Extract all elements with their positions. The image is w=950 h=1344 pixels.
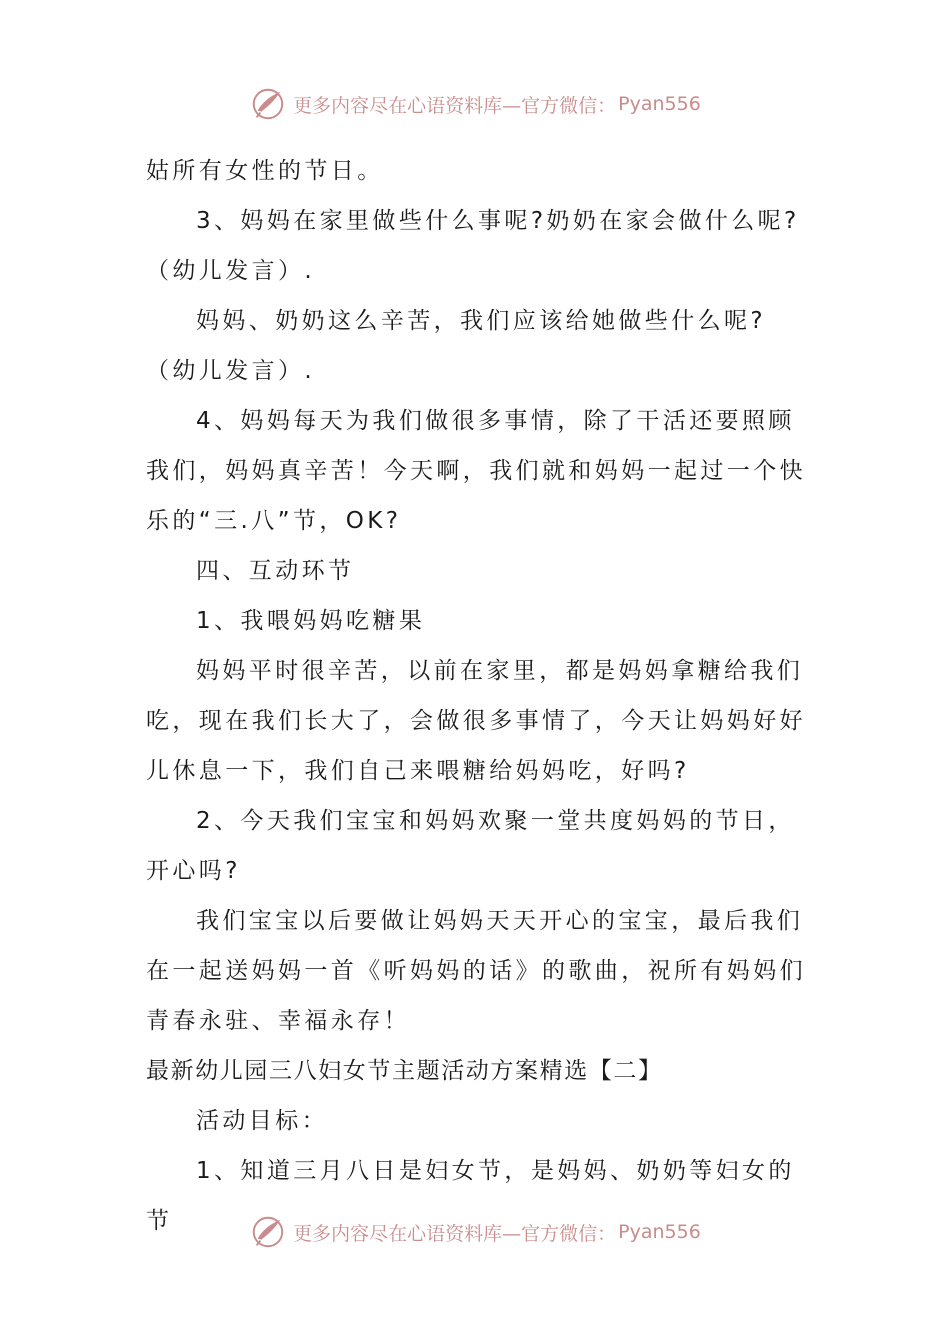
- watermark-code: Pyan556: [618, 93, 701, 115]
- paragraph-6: 1、我喂妈妈吃糖果: [196, 608, 426, 634]
- header-watermark: [0, 84, 950, 124]
- watermark-text: 更多内容尽在心语资料库—官方微信：: [293, 1222, 617, 1245]
- watermark-text: 更多内容尽在心语资料库—官方微信：: [293, 94, 617, 117]
- paragraph-9: 我们宝宝以后要做让妈妈天天开心的宝宝，最后我们在一起送妈妈一首《听妈妈的话》的歌曲，祝所有妈妈们青春永驻、幸福永存！: [146, 908, 806, 1034]
- paragraph-1: 姑所有女性的节日。: [146, 158, 384, 184]
- paragraph-7: 妈妈平时很辛苦，以前在家里，都是妈妈拿糖给我们吃，现在我们长大了，会做很多事情了，今天让妈妈好好儿休息一下，我们自己来喂糖给妈妈吃，好吗?: [146, 658, 806, 784]
- paragraph-12: 1、知道三月八日是妇女节，是妈妈、奶奶等妇女的节: [146, 1158, 795, 1234]
- pen-logo-icon: [249, 1213, 287, 1251]
- paragraph-2: 3、妈妈在家里做些什么事呢?奶奶在家会做什么呢?（幼儿发言）.: [146, 208, 800, 284]
- footer-watermark: [0, 1212, 950, 1252]
- paragraph-11: 活动目标：: [196, 1108, 328, 1134]
- pen-logo-icon: [249, 85, 287, 123]
- paragraph-8: 2、今天我们宝宝和妈妈欢聚一堂共度妈妈的节日，开心吗?: [146, 808, 795, 884]
- section-heading-interaction: 四、互动环节: [196, 558, 355, 584]
- document-section-title: 最新幼儿园三八妇女节主题活动方案精选【二】: [146, 1058, 663, 1084]
- paragraph-4: 4、妈妈每天为我们做很多事情，除了干活还要照顾我们，妈妈真辛苦！今天啊，我们就和妈妈一起过一个快乐的“三.八”节，OK?: [146, 408, 806, 534]
- document-body: [146, 146, 806, 1246]
- paragraph-3: 妈妈、奶奶这么辛苦，我们应该给她做些什么呢?（幼儿发言）.: [146, 308, 767, 384]
- watermark-code: Pyan556: [618, 1221, 701, 1243]
